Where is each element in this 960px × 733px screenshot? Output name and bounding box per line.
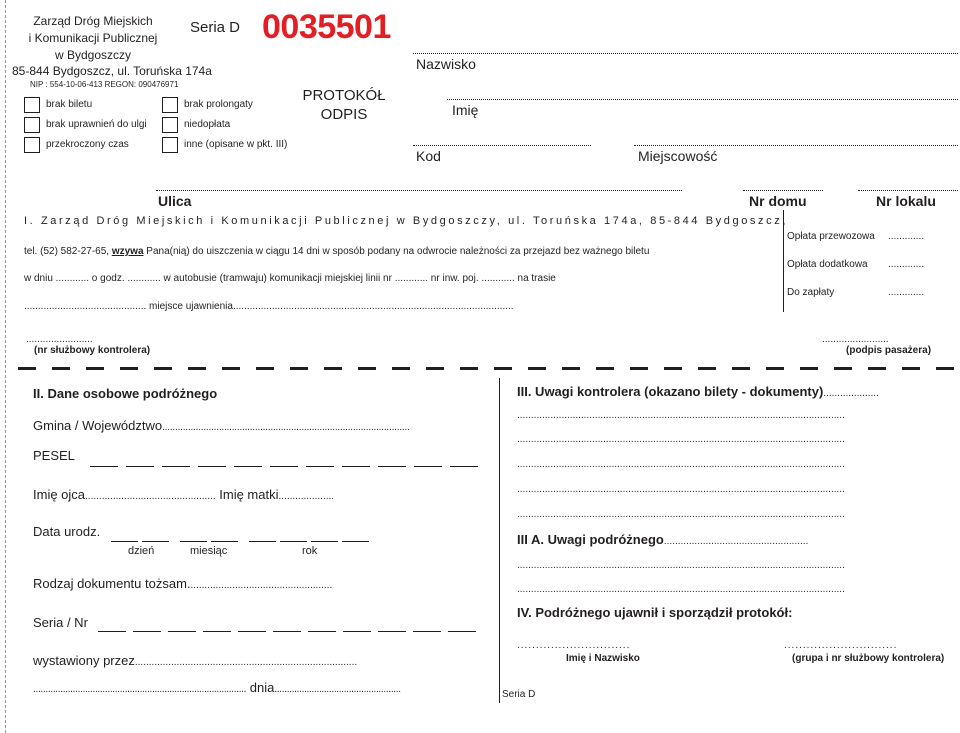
protocol-title-line2: ODPIS [320,106,368,123]
father-name-label: Imię ojca [33,487,86,502]
label-time-exceeded: przekroczony czas [46,139,129,150]
flat-number-label: Nr lokalu [876,193,936,209]
city-field[interactable] [634,145,958,146]
issuer-name-line2: i Komunikacji Publicznej [28,31,158,45]
house-number-label: Nr domu [749,193,807,209]
cut-line-dash [188,367,206,370]
cut-line-dash [154,367,172,370]
postcode-field[interactable] [413,145,591,146]
protocol-title [300,86,388,124]
digit-cell[interactable] [249,541,276,542]
digit-cell[interactable] [448,631,476,632]
fee-total-field[interactable]: ............. [888,287,925,298]
section4-title: IV. Podróżnego ujawnił i sporządził protokół: [517,605,793,620]
birth-date-label: Data urodz. [33,524,101,539]
cut-line-dash [664,367,682,370]
cut-line-dash [902,367,920,370]
surname-field[interactable] [413,53,958,54]
notice-line-4: ............................................ miejsce ujawnienia..................................................................................................... [24,301,514,312]
cut-line-dash [596,367,614,370]
cut-line-dash [86,367,104,370]
fee-fare-field[interactable]: ............. [888,231,925,242]
city-label: Miejscowość [638,148,718,164]
cut-line-dash [562,367,580,370]
commune-label: Gmina / Województwo [33,418,163,433]
mother-name-field[interactable]: .................... [278,491,335,502]
cut-line-dash [936,367,954,370]
inspector-group-dots[interactable]: .............................. [784,640,898,651]
cut-line-dash [18,367,36,370]
checkbox-underpayment[interactable] [162,117,178,133]
notice-line-2: tel. (52) 582-27-65, wzywa Pana(nią) do uiszczenia w ciągu 14 dni w sposób podany na odwrocie należności za przejazd bez ważnego biletu [24,246,650,257]
document-type-field[interactable]: ................................................... [190,580,333,591]
digit-cell[interactable] [308,631,336,632]
section-divider [499,378,500,703]
notice-summons-word: wzywa [111,246,144,257]
label-other: inne (opisane w pkt. III) [184,139,288,150]
fees-divider [783,210,784,312]
digit-cell[interactable] [280,541,307,542]
issue-date-row [33,680,401,695]
protocol-title-line1: PROTOKÓŁ [302,87,386,104]
digit-cell[interactable] [98,631,126,632]
checkbox-no-discount-right[interactable] [24,117,40,133]
digit-cell[interactable] [238,631,266,632]
section3a-title-field[interactable]: .................................................... [663,536,809,547]
cut-line-dash [324,367,342,370]
commune-row [33,418,410,433]
issuer-name-line1: Zarząd Dróg Miejskich [33,14,153,28]
passenger-signature-dots[interactable]: ........................ [822,334,889,345]
passenger-remarks-line-1[interactable]: ...................................................................................................................... [517,560,845,571]
digit-cell[interactable] [211,541,238,542]
inspector-number-dots[interactable]: ........................ [26,334,93,345]
digit-cell[interactable] [270,466,298,467]
digit-cell[interactable] [378,466,406,467]
flat-number-field[interactable] [858,190,958,191]
digit-cell[interactable] [342,541,369,542]
issue-date-field[interactable]: ................................................... [274,684,401,695]
father-name-field[interactable]: ............................................... [85,491,216,502]
remarks-line-3[interactable]: ...................................................................................................................... [517,459,845,470]
digit-cell[interactable] [180,541,207,542]
digit-cell[interactable] [306,466,334,467]
cut-line-dash [426,367,444,370]
first-name-field[interactable] [447,99,958,100]
year-label: rok [302,545,318,557]
checkbox-other[interactable] [162,137,178,153]
surname-label: Nazwisko [416,56,476,72]
section3a-title-row [517,532,808,547]
label-no-extension: brak prolongaty [184,99,253,110]
label-underpayment: niedopłata [184,119,231,130]
digit-cell[interactable] [203,631,231,632]
issuer-address: 85-844 Bydgoszcz, ul. Toruńska 174a [12,64,212,78]
street-label: Ulica [158,193,192,209]
notice-line-3: w dniu ............ o godz. ............ w autobusie (tramwaju) komunikacji miejskiej linii nr ............ nr inw. poj. ............ na trasie [24,273,556,284]
passenger-remarks-line-2[interactable]: ...................................................................................................................... [517,584,845,595]
section2-title: II. Dane osobowe podróżnego [33,386,218,401]
issuer-city: w Bydgoszczy [54,48,132,62]
digit-cell[interactable] [234,466,262,467]
cut-line-dash [392,367,410,370]
digit-cell[interactable] [413,631,441,632]
digit-cell[interactable] [133,631,161,632]
issue-date-prefix-field[interactable]: ...................................................................................... [33,684,247,695]
cut-line-dash [698,367,716,370]
issued-by-row [33,653,357,668]
digit-cell[interactable] [414,466,442,467]
notice-line-1: I. Zarząd Dróg Miejskich i Komunikacji Publicznej w Bydgoszczy, ul. Toruńska 174a, 85-844 Bydgoszcz, [24,215,788,227]
house-number-field[interactable] [743,190,823,191]
issued-by-label: wystawiony przez [33,653,135,668]
digit-cell[interactable] [311,541,338,542]
digit-cell[interactable] [198,466,226,467]
digit-cell[interactable] [142,541,169,542]
fee-fare-label: Opłata przewozowa [787,231,875,242]
checkbox-no-extension[interactable] [162,97,178,113]
issuer-ids: NIP : 554-10-06-413 REGON: 090476971 [30,80,179,89]
cut-line-dash [222,367,240,370]
document-type-row [33,576,332,591]
cut-line-dash [460,367,478,370]
inspector-number-label: (nr służbowy kontrolera) [34,345,151,356]
section3-title: III. Uwagi kontrolera (okazano bilety - dokumenty) [517,384,824,399]
cut-line-dash [766,367,784,370]
cut-line-dash [868,367,886,370]
checkbox-time-exceeded[interactable] [24,137,40,153]
cut-line-dash [290,367,308,370]
street-field[interactable] [156,190,682,191]
month-label: miesiąc [190,545,228,557]
cut-line-dash [494,367,512,370]
cut-line-dash [800,367,818,370]
label-no-ticket: brak biletu [46,99,93,110]
cut-line-dash [358,367,376,370]
serial-number-label: Seria / Nr [33,615,88,630]
digit-cell[interactable] [126,466,154,467]
parents-row [33,487,334,502]
cut-line-dash [630,367,648,370]
cut-line-dash [52,367,70,370]
passenger-signature-label: (podpis pasażera) [846,345,932,356]
footer-series-label: Seria D [502,689,536,700]
issuer-name-dots[interactable]: .............................. [517,640,631,651]
digit-cell[interactable] [273,631,301,632]
digit-cell[interactable] [450,466,478,467]
section3a-title: III A. Uwagi podróżnego [517,532,664,547]
mother-name-label: Imię matki [219,487,279,502]
cut-line-dash [732,367,750,370]
digit-cell[interactable] [162,466,190,467]
issued-by-field[interactable]: ................................................................................ [134,657,358,668]
inspector-group-label: (grupa i nr służbowy kontrolera) [792,653,945,664]
fee-extra-field[interactable]: ............. [888,259,925,270]
digit-cell[interactable] [342,466,370,467]
remarks-line-1[interactable]: ...................................................................................................................... [517,410,845,421]
remarks-line-5[interactable]: ...................................................................................................................... [517,509,845,520]
digit-cell[interactable] [90,466,118,467]
cut-line-dash [834,367,852,370]
label-no-discount-right: brak uprawnień do ulgi [46,119,147,130]
digit-cell[interactable] [378,631,406,632]
section3-title-field[interactable]: .................... [823,388,879,399]
remarks-line-4[interactable]: ...................................................................................................................... [517,484,845,495]
issuer-name-label: Imię i Nazwisko [566,653,640,664]
digit-cell[interactable] [111,541,138,542]
commune-field[interactable]: ................................................................................................ [162,422,410,433]
section3-title-row [517,384,879,399]
digit-cell[interactable] [168,631,196,632]
day-label: dzień [128,545,155,557]
remarks-line-2[interactable]: ...................................................................................................................... [517,434,845,445]
first-name-label: Imię [452,102,479,118]
postcode-label: Kod [416,148,441,164]
series-label: Seria D [190,19,241,36]
fee-total-label: Do zapłaty [787,287,835,298]
cut-line-dash [528,367,546,370]
digit-cell[interactable] [343,631,371,632]
serial-number: 0035501 [262,8,391,46]
cut-line-dash [120,367,138,370]
fee-extra-label: Opłata dodatkowa [787,259,868,270]
perforation-line [5,0,6,733]
issue-date-label: dnia [249,680,275,695]
pesel-label: PESEL [33,448,75,463]
document-type-label: Rodzaj dokumentu tożsam. [33,576,191,591]
checkbox-no-ticket[interactable] [24,97,40,113]
cut-line-dash [256,367,274,370]
